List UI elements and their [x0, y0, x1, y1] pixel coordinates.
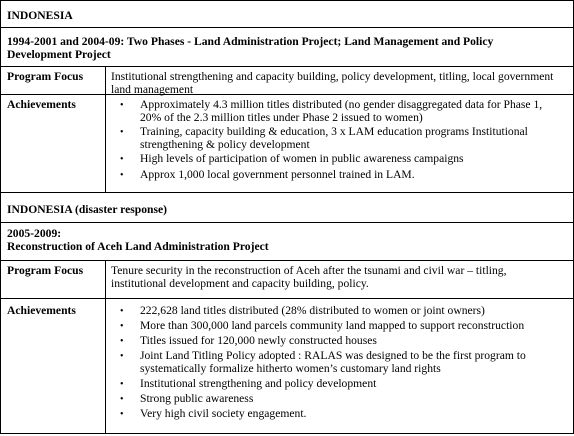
section-period-title: 1994-2001 and 2004-09: Two Phases - Land Administration Project; Land Management and Policy	[7, 35, 494, 48]
achievements-label: Achievements	[7, 98, 76, 111]
bullet-icon: •	[120, 154, 124, 165]
program-focus-text: institutional development and capacity building, policy.	[111, 277, 369, 290]
column-divider	[105, 260, 106, 433]
section-country: INDONESIA	[7, 9, 73, 22]
rule	[0, 192, 574, 193]
achievement-item: Approx 1,000 local government personnel trained in LAM.	[140, 168, 415, 181]
border-left	[0, 0, 1, 434]
achievement-item: Training, capacity building & education, 3 x LAM education programs Institutional	[140, 125, 528, 138]
column-divider	[105, 66, 106, 192]
achievement-item: Titles issued for 120,000 newly constructed houses	[140, 334, 377, 347]
bullet-icon: •	[120, 170, 124, 181]
rule	[0, 260, 574, 261]
achievement-item: 20% of the 2.3 million titles under Phase 2 issued to women)	[140, 111, 423, 124]
bullet-icon: •	[120, 127, 124, 138]
bullet-icon: •	[120, 100, 124, 111]
achievement-item: Approximately 4.3 million titles distributed (no gender disaggregated data for Phase 1,	[140, 98, 543, 111]
achievement-item: More than 300,000 land parcels community land mapped to support reconstruction	[140, 319, 525, 332]
bullet-icon: •	[120, 306, 124, 317]
program-focus-text: Tenure security in the reconstruction of Aceh after the tsunami and civil war – titling,	[111, 264, 507, 277]
achievement-item: Strong public awareness	[140, 392, 254, 405]
rule-bottom	[0, 433, 574, 434]
section-period-title: Development Project	[7, 48, 111, 61]
rule	[0, 27, 574, 28]
program-focus-text: land management	[111, 83, 194, 96]
program-focus-label: Program Focus	[7, 70, 84, 83]
bullet-icon: •	[120, 409, 124, 420]
achievement-item: strengthening & policy development	[140, 138, 310, 151]
bullet-icon: •	[120, 351, 124, 362]
bullet-icon: •	[120, 336, 124, 347]
section-country: INDONESIA (disaster response)	[7, 203, 167, 216]
rule	[0, 94, 574, 95]
rule	[0, 298, 574, 299]
achievement-item: High levels of participation of women in public awareness campaigns	[140, 152, 464, 165]
section-period-title: Reconstruction of Aceh Land Administration Project	[7, 240, 269, 253]
achievement-item: Joint Land Titling Policy adopted : RALAS was designed to be the first program to	[140, 349, 526, 362]
achievements-label: Achievements	[7, 304, 76, 317]
rule	[0, 66, 574, 67]
rule	[0, 222, 574, 223]
program-focus-text: Institutional strengthening and capacity building, policy development, titling, local government	[111, 70, 554, 83]
bullet-icon: •	[120, 379, 124, 390]
achievement-item: Institutional strengthening and policy development	[140, 377, 377, 390]
achievement-item: Very high civil society engagement.	[140, 407, 307, 420]
bullet-icon: •	[120, 321, 124, 332]
program-focus-label: Program Focus	[7, 264, 84, 277]
achievement-item: systematically formalize hitherto women’s customary land rights	[140, 362, 441, 375]
rule-top	[0, 0, 574, 1]
bullet-icon: •	[120, 394, 124, 405]
achievement-item: 222,628 land titles distributed (28% distributed to women or joint owners)	[140, 304, 485, 317]
section-period-title: 2005-2009:	[7, 227, 62, 240]
